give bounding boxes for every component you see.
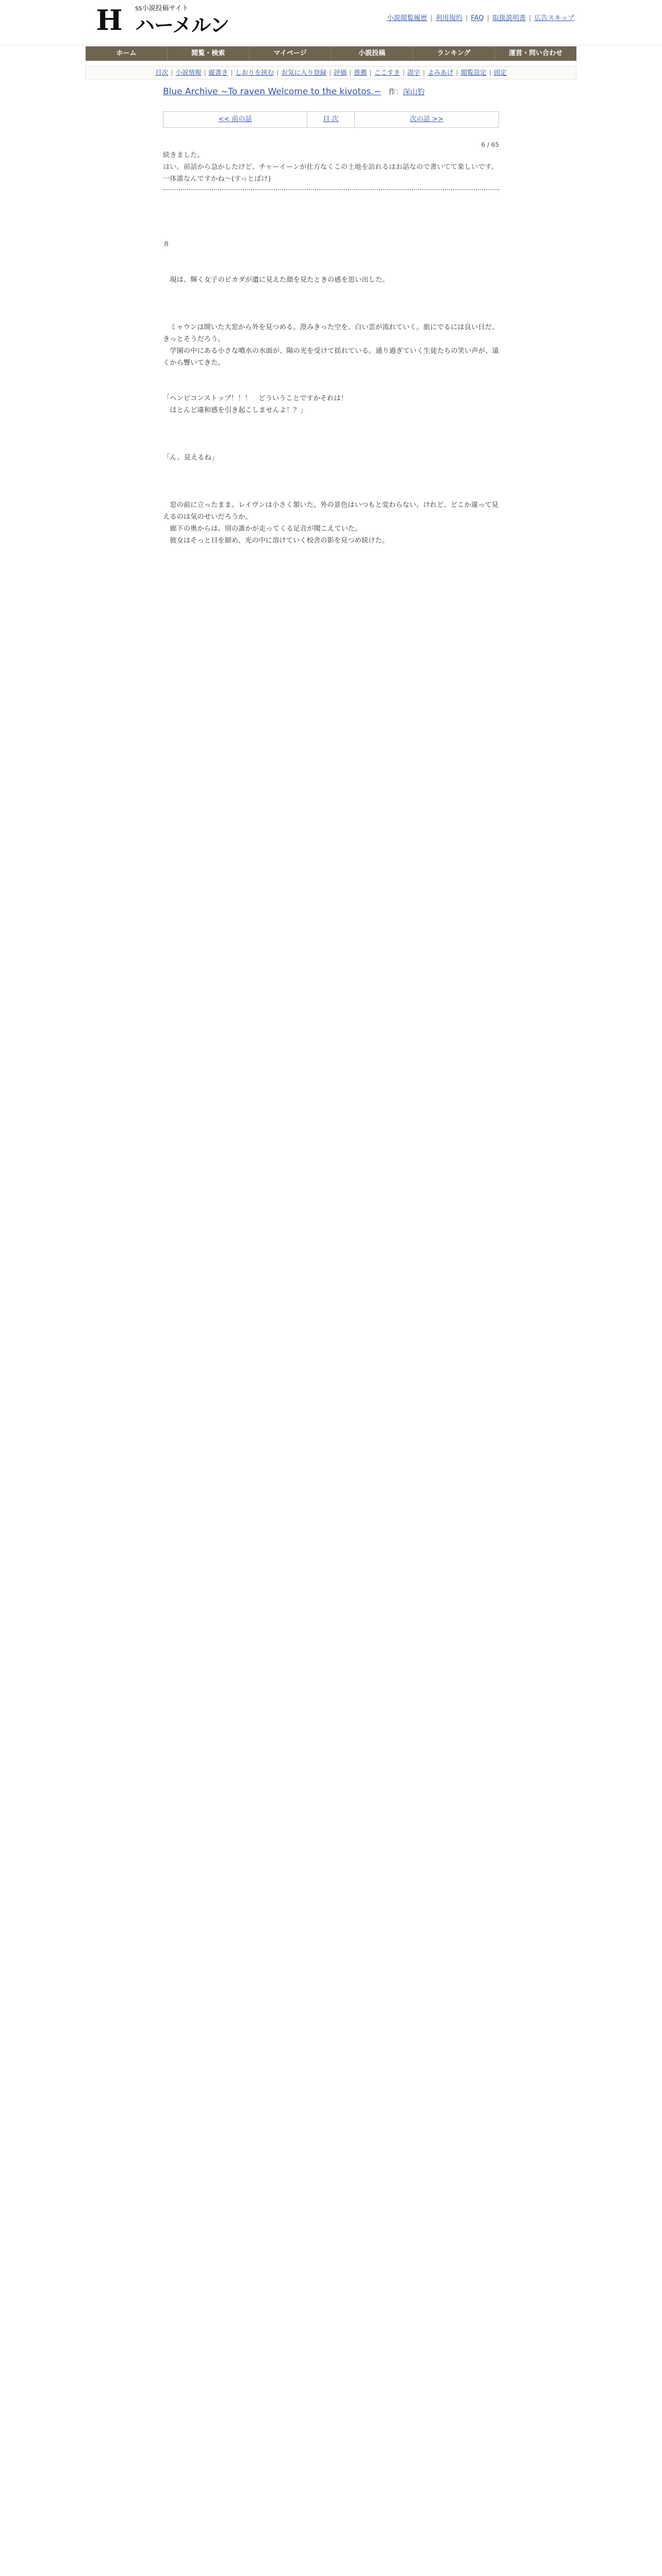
foreword-line: 一体誰なんですかね～(すっとぼけ) [163, 175, 271, 183]
snav-vertical[interactable]: 縦書き [208, 69, 228, 76]
author-label [388, 88, 424, 96]
site-header [0, 0, 662, 45]
top-link-ad-skip[interactable]: 広告スキップ [534, 14, 574, 22]
top-link-faq[interactable]: FAQ [471, 14, 484, 22]
separator: | [276, 69, 279, 76]
separator: | [171, 69, 173, 76]
logo-glyph: H [96, 4, 122, 37]
separator: | [349, 69, 352, 76]
top-link-history[interactable]: 小説閲覧履歴 [387, 14, 427, 22]
author-prefix: 作： [388, 88, 403, 96]
gnav-mypage[interactable]: マイページ [250, 46, 332, 61]
chapter-body-text: ８ 現は、輝く女子のピカダが遺に見えた顔を見たときの感を思い出した。 ミャウンは開いた大窓から外を見つめる。澄みきった空を、白い雲が流れていく。旅にでるには良い日だ、きっとそうだろう。 学園の中にある小さな噴水の水面が、陽の光を受けて揺れている。通り過ぎていく生徒たちの笑い声が、遠くから響いてきた。 [163, 241, 499, 367]
chapter-heading [163, 87, 499, 97]
foreword-line: はい。前話から急かしたけど、チャーイーンが仕方なくこの土地を訪れるはお話なので書いてて楽しいです。 [163, 163, 498, 171]
snav-view-settings[interactable]: 閲覧設定 [460, 69, 487, 76]
separator: | [402, 69, 405, 76]
chapter-pager [163, 111, 499, 128]
snav-recommend[interactable]: 推薦 [354, 69, 367, 76]
chapter-count: 6 / 65 [481, 141, 499, 148]
snav-favorite[interactable]: お気に入り登録 [281, 69, 327, 76]
gnav-home[interactable]: ホーム [86, 46, 168, 61]
top-link-terms[interactable]: 利用規約 [435, 14, 462, 22]
author-link[interactable]: 深山豹 [403, 88, 425, 96]
global-nav [86, 46, 576, 61]
snav-toc[interactable]: 目次 [155, 69, 169, 76]
gnav-post[interactable]: 小説投稿 [331, 46, 413, 61]
foreword-line: 続きました。 [163, 151, 204, 159]
gnav-contact[interactable]: 運営・問い合わせ [509, 49, 563, 57]
snav-typo[interactable]: 誤字 [407, 69, 421, 76]
snav-bookmark[interactable]: しおりを挟む [235, 69, 274, 76]
next-chapter-link[interactable]: 次の話 >> [409, 115, 443, 123]
separator: | [369, 69, 372, 76]
site-logo[interactable] [86, 2, 132, 38]
separator: | [528, 14, 532, 22]
chapter-body [163, 215, 499, 570]
logo-title: ハーメルン [135, 13, 229, 37]
separator: | [456, 69, 458, 76]
foreword-divider [163, 189, 499, 190]
separator: | [230, 69, 233, 76]
separator: | [329, 69, 332, 76]
snav-rate[interactable]: 評価 [334, 69, 347, 76]
separator: | [487, 14, 489, 22]
logo-subtitle: ss小説投稿サイト [135, 5, 189, 12]
chapter-body-text-continued: 「ヘンピコンストップ！！！ どういうことですかそれは！ ほとんど違和感を引き起こしませんよ！？」 「ん、見えるね」 窓の前に立ったまま、レイヴンは小さく頷いた。外の景色はいつもと変わらない。けれど、どこか違って見えるのは気のせいだろうか。 廊下の奥からは、別の誰かが走ってくる足音が聞こえていた。 彼女はそっと目を細め、光の中に溶けていく校舎の影を見つめ続けた。 [163, 395, 499, 545]
separator: | [489, 69, 491, 76]
novel-sub-nav [86, 66, 576, 79]
prev-chapter-link[interactable]: << 前の話 [163, 112, 307, 127]
top-link-manual[interactable]: 取扱説明書 [492, 14, 526, 22]
snav-read-aloud[interactable]: よみあげ [427, 69, 454, 76]
toc-link[interactable]: 目 次 [307, 112, 355, 127]
gnav-search[interactable]: 閲覧・検索 [168, 46, 250, 61]
separator: | [423, 69, 425, 76]
chapter-main [163, 87, 499, 570]
gnav-ranking[interactable]: ランキング [413, 46, 495, 61]
snav-like[interactable]: ここすき [374, 69, 400, 76]
separator: | [465, 14, 468, 22]
top-links [387, 12, 574, 22]
separator: | [430, 14, 433, 22]
separator: | [204, 69, 206, 76]
chapter-foreword [163, 149, 499, 185]
snav-novel-info[interactable]: 小説情報 [175, 69, 202, 76]
snav-pin[interactable]: 固定 [493, 69, 507, 76]
site-logo-text[interactable] [135, 4, 229, 37]
novel-title-link[interactable]: Blue Archive ~To raven Welcome to the kivotos.~ [163, 87, 382, 97]
